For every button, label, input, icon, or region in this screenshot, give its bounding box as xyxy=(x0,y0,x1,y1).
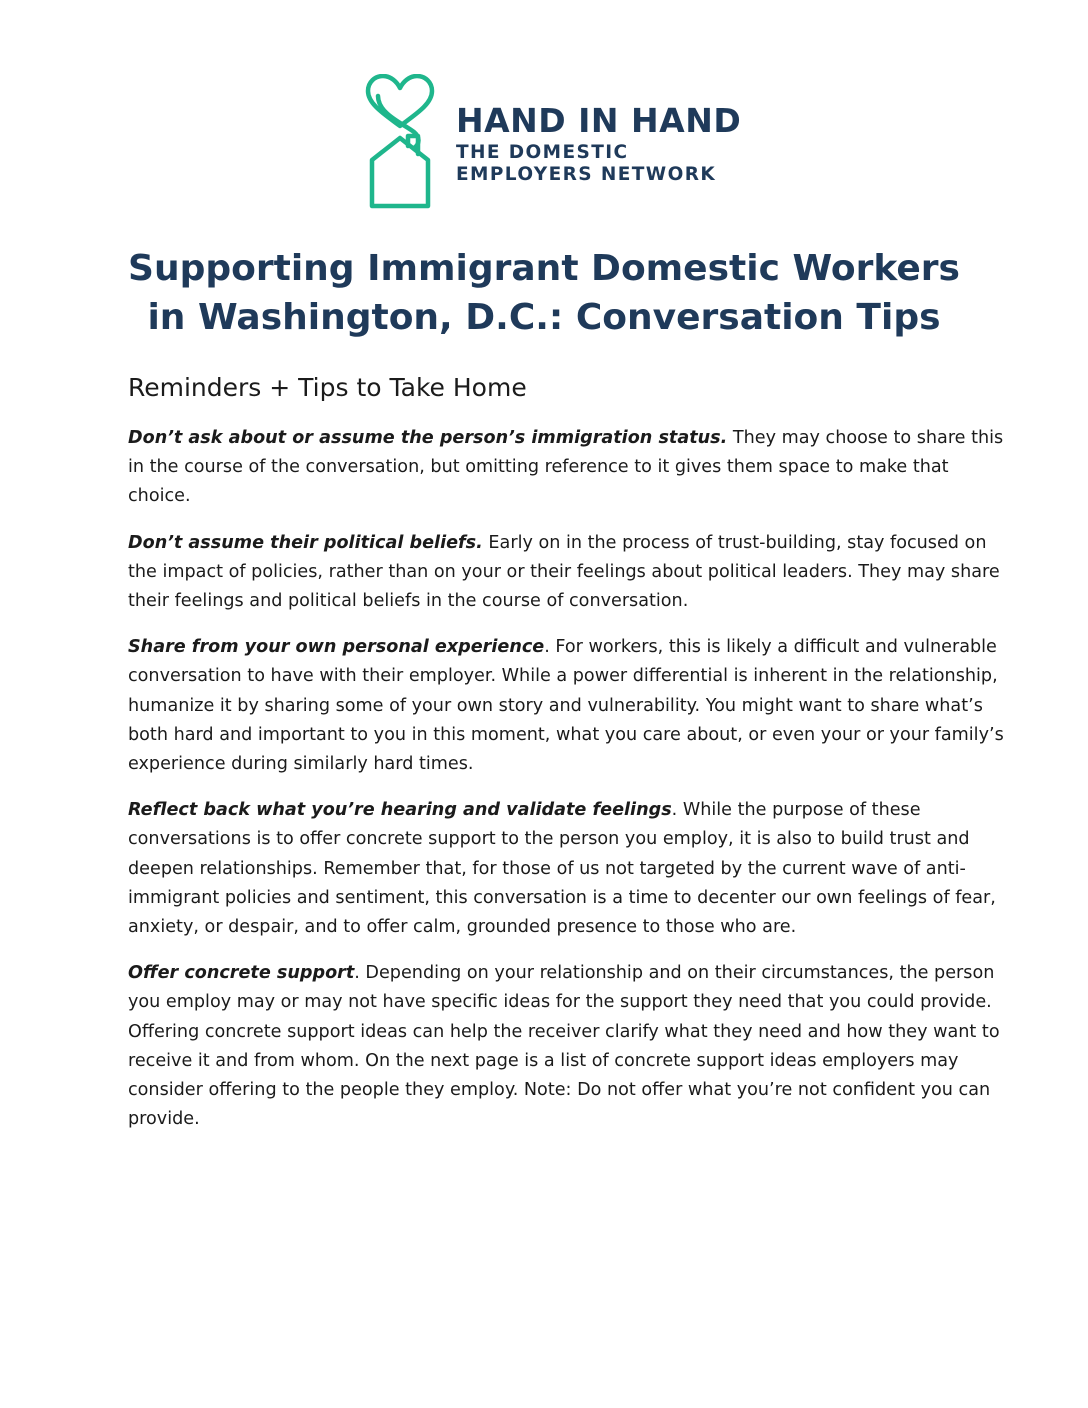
tip-paragraph xyxy=(128,633,1008,779)
tip-paragraph xyxy=(128,424,1008,512)
tip-body: . Depending on your relationship and on their circumstances, the person you employ may or may not have specific ideas for the support they need that you could provide. Offering concrete support ideas can help the receiver clarify what they need and how they want to receive it and from whom. On the next page is a list of concrete support ideas employers may consider offering to the people they employ. Note: Do not offer what you’re not confident you can provide. xyxy=(128,963,1000,1130)
tip-body: . While the purpose of these conversations is to offer concrete support to the person you employ, it is also to build trust and deepen relationships. Remember that, for those of us not targeted by the current wave of anti-immigrant policies and sentiment, this conversation is a time to decenter our own feelings of fear, anxiety, or despair, and to offer calm, grounded presence to those who are. xyxy=(128,800,996,938)
tip-lead: Don’t assume their political beliefs. xyxy=(128,532,483,553)
section-heading: Reminders + Tips to Take Home xyxy=(128,373,527,402)
tip-body: They may choose to share this in the course of the conversation, but omitting reference to it gives them space to make that choice. xyxy=(128,428,1004,507)
tips-section xyxy=(128,370,1008,1151)
brand-wordmark xyxy=(456,102,741,186)
page-title-line1: Supporting Immigrant Domestic Workers xyxy=(128,248,960,289)
page-title-line2: in Washington, D.C.: Conversation Tips xyxy=(147,297,941,338)
tip-paragraph xyxy=(128,796,1008,942)
page-title xyxy=(60,244,1028,342)
tip-body: . For workers, this is likely a difficult and vulnerable conversation to have with their employer. While a power differential is inherent in the relationship, humanize it by sharing some of your own story and vulnerability. You might want to share what’s both hard and important to you in this moment, what you care about, or even your or your family’s experience during similarly hard times. xyxy=(128,637,1004,775)
tip-lead: Share from your own personal experience xyxy=(128,637,545,658)
brand-name: HAND IN HAND xyxy=(456,101,742,140)
brand-subtitle-line2: EMPLOYERS NETWORK xyxy=(456,164,717,185)
tip-lead: Reflect back what you’re hearing and validate feelings xyxy=(128,800,672,821)
tip-paragraph xyxy=(128,529,1008,617)
tip-lead: Don’t ask about or assume the person’s immigration status. xyxy=(128,428,728,448)
tip-lead: Offer concrete support xyxy=(128,963,355,984)
tip-body: Early on in the process of trust-building, stay focused on the impact of policies, rather than on your or their feelings about political leaders. They may share their feelings and political beliefs in the course of conversation. xyxy=(128,532,1000,612)
tip-paragraph xyxy=(128,959,1008,1134)
heart-house-icon xyxy=(364,74,436,214)
brand-logo xyxy=(364,74,744,214)
brand-subtitle-line1: THE DOMESTIC xyxy=(456,142,629,163)
